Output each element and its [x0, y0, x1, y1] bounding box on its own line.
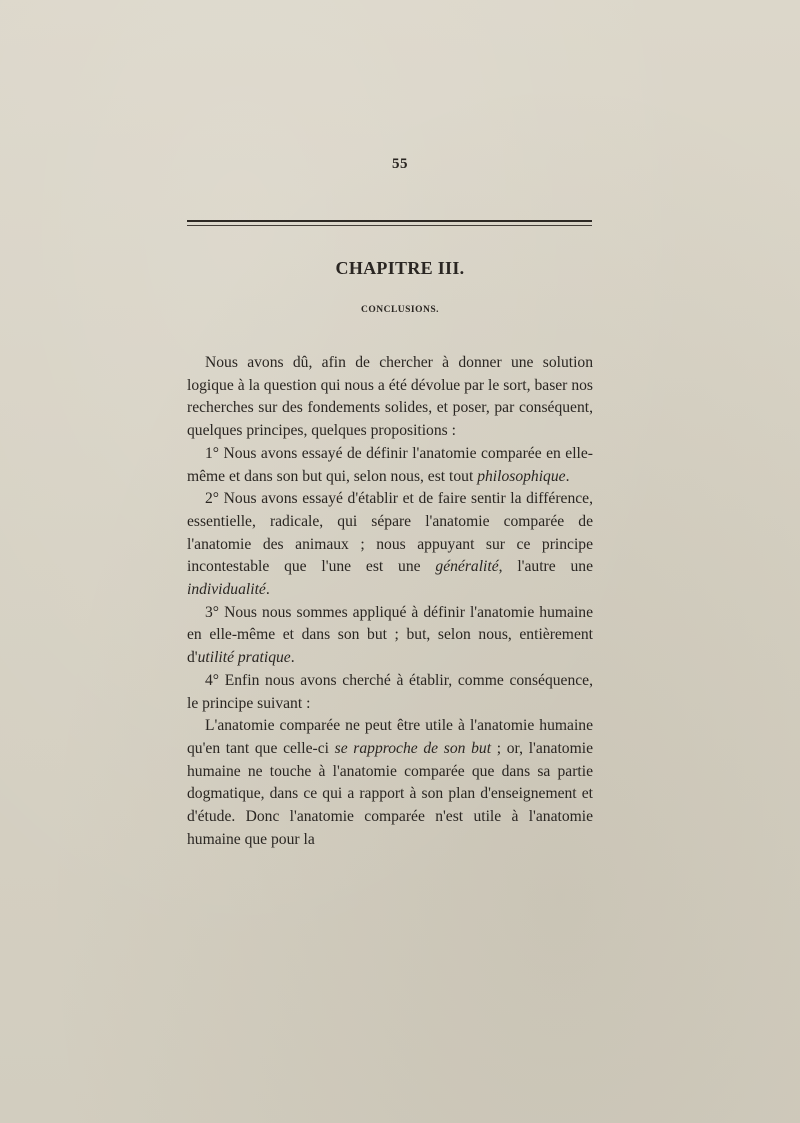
text-segment: 2° Nous avons essayé d'établir et de faire sentir la différence, essentielle, radicale, qui sépare l'anatomie comparée de l'anatomie des animaux ; nous appuyant sur ce principe incontestable que l'une est une: [187, 490, 593, 576]
text-segment: 4° Enfin nous avons cherché à établir, comme conséquence, le principe suivant :: [187, 671, 593, 712]
section-title: CONCLUSIONS.: [360, 305, 440, 315]
text-segment: 1° Nous avons essayé de définir l'anatomie comparée en elle-même et dans son but qui, selon nous, est tout: [187, 444, 593, 485]
text-segment: ; or, l'anatomie humaine ne touche à l'anatomie comparée que dans sa partie dogmatique, dans ce qui a rapport à son plan d'enseignement et d'étude. Donc l'anatomie comparée n'est utile à l'anatomie humaine que pour la: [187, 739, 593, 848]
chapter-title: CHAPITRE III.: [335, 258, 465, 278]
page-number: 55: [392, 156, 408, 172]
paragraph: [187, 352, 593, 443]
text-segment: Nous avons dû, afin de chercher à donner une solution logique à la question qui nous a été dévolue par le sort, baser nos recherches sur des fondements solides, et poser, par conséquent, quelques principes, quelques propositions :: [187, 354, 593, 440]
italic-text: philosophique: [477, 467, 566, 485]
text-segment: .: [265, 581, 270, 599]
header-rule-thick: [187, 220, 592, 222]
text-segment: , l'autre une: [498, 558, 593, 576]
text-segment: .: [290, 649, 295, 667]
paragraph: [187, 443, 593, 488]
text-segment: L'anatomie comparée ne peut être utile à l'anatomie humaine qu'en tant que celle-ci: [187, 717, 593, 757]
italic-text: utilité pratique: [197, 649, 291, 667]
text-segment: .: [565, 467, 570, 485]
paragraph: [187, 670, 593, 715]
body-text: [187, 352, 593, 851]
text-segment: 3° Nous nous sommes appliqué à définir l'anatomie humaine en elle-même et dans son but ; but, selon nous, entièrement d': [187, 603, 593, 667]
paragraph: [187, 602, 593, 670]
italic-text: généralité: [435, 558, 499, 576]
paragraph: [187, 715, 593, 851]
italic-text: se rapproche de son but: [334, 739, 492, 757]
header-rule-thin: [187, 225, 592, 226]
paragraph: [187, 488, 593, 602]
italic-text: individualité: [187, 581, 266, 599]
